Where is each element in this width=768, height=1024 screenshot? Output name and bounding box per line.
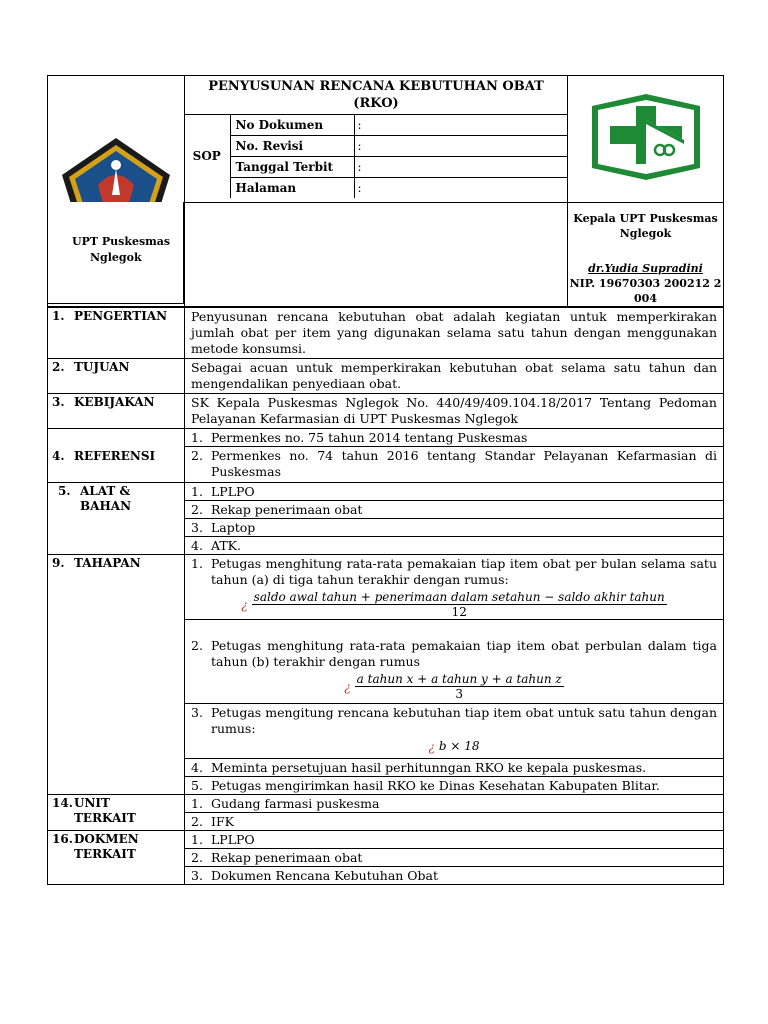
meta-label-tanggal-terbit: Tanggal Terbit: [230, 157, 354, 178]
row-dokumen-terkait: [48, 831, 724, 885]
signatory-name: dr.Yudia Supradini: [588, 262, 703, 275]
dokumen-item: 3. Dokumen Rencana Kebutuhan Obat: [191, 868, 439, 883]
content-table: [47, 307, 724, 885]
document-title: [185, 76, 567, 114]
meta-value-no-dokumen: :: [354, 115, 567, 136]
kepala-line-1: Kepala UPT Puskesmas: [573, 212, 718, 225]
signatory-nip: NIP. 19670303 200212 2 004: [569, 277, 722, 305]
row-referensi: [48, 429, 724, 483]
pengertian-label: PENGERTIAN: [74, 309, 168, 323]
dokumen-number: 16.: [52, 832, 73, 846]
tahapan-number: 9.: [52, 556, 65, 570]
meta-label-halaman: Halaman: [230, 178, 354, 199]
dokumen-item: 1. LPLPO: [185, 831, 723, 849]
row-alat-bahan: [48, 483, 724, 555]
row-tujuan: [48, 359, 724, 394]
tahapan-step-1: 1. Petugas menghitung rata-rata pemakaian tiap item obat per bulan selama satu tahun (a) di tiga tahun terakhir dengan rumus: ¿ saldo awal tahun + penerimaan dalam setahun − saldo akhir tahun 12: [185, 555, 723, 620]
meta-label-no-revisi: No. Revisi: [230, 136, 354, 157]
tahapan-step-3: 3. Petugas mengitung rencana kebutuhan tiap item obat untuk satu tahun dengan rumus: ¿ b × 18: [185, 704, 723, 759]
tahapan-step-2: 2. Petugas menghitung rata-rata pemakaian tiap item obat perbulan dalam tiga tahun (b) terakhir dengan rumus ¿ $\frac{\text{a tahun x + a tahun y + a tahun z}}{3}$: [185, 620, 723, 704]
unit-cell: [47, 202, 184, 304]
row-pengertian: [48, 308, 724, 359]
dokumen-item: 2. Rekap penerimaan obat: [185, 849, 723, 867]
referensi-item: 1. Permenkes no. 75 tahun 2014 tentang Puskesmas: [185, 429, 723, 447]
kebijakan-label: KEBIJAKAN: [74, 395, 155, 409]
referensi-item: 2. Permenkes no. 74 tahun 2016 tentang Standar Pelayanan Kefarmasian di Puskesmas: [191, 448, 717, 479]
sop-label: SOP: [184, 115, 230, 199]
tujuan-text: Sebagai acuan untuk memperkirakan kebutuhan obat selama satu tahun dan mengendalikan penyediaan obat.: [185, 359, 724, 394]
alat-item: 2. Rekap penerimaan obat: [185, 501, 723, 519]
unit-terkait-number: 14.: [52, 796, 73, 810]
blank-center: [185, 203, 568, 307]
logo-right-cell: [568, 76, 724, 203]
formula-2: ¿ $\frac{\text{a tahun x + a tahun y + a tahun z}}{3}$: [344, 672, 562, 701]
unit-line-2: Nglegok: [90, 251, 142, 264]
alat-number: 5.: [58, 484, 71, 498]
meta-value-tanggal-terbit: :: [354, 157, 567, 178]
row-unit-terkait: [48, 795, 724, 831]
meta-value-halaman: :: [354, 178, 567, 199]
alat-item: 3. Laptop: [185, 519, 723, 537]
pengertian-number: 1.: [52, 309, 65, 323]
row-tahapan: [48, 555, 724, 795]
pengertian-text: Penyusunan rencana kebutuhan obat adalah kegiatan untuk memperkirakan jumlah obat per item yang digunakan selama satu tahun dengan menggunakan metode konsumsi.: [185, 308, 724, 359]
unit-terkait-item: 2. IFK: [191, 814, 234, 829]
tujuan-number: 2.: [52, 360, 65, 374]
title-line-1: PENYUSUNAN RENCANA KEBUTUHAN OBAT: [208, 79, 544, 94]
tahapan-step-5: 5. Petugas mengirimkan hasil RKO ke Dinas Kesehatan Kabupaten Blitar.: [191, 778, 660, 793]
title-line-2: (RKO): [353, 96, 399, 111]
tujuan-label: TUJUAN: [74, 360, 130, 374]
tahapan-label: TAHAPAN: [74, 556, 141, 570]
formula-1: ¿ saldo awal tahun + penerimaan dalam setahun − saldo akhir tahun 12: [241, 590, 665, 619]
meta-table: [184, 114, 567, 198]
header-center: [185, 76, 568, 203]
alat-item: 1. LPLPO: [185, 483, 723, 501]
unit-terkait-item: 1. Gudang farmasi puskesma: [185, 795, 723, 813]
alat-label: ALAT & BAHAN: [80, 484, 132, 513]
kepala-block: [568, 203, 724, 307]
unit-terkait-label: UNIT TERKAIT: [74, 796, 136, 825]
referensi-label: REFERENSI: [74, 448, 156, 463]
kepala-line-2: Nglegok: [619, 227, 672, 240]
formula-3: ¿ b × 18: [428, 739, 480, 754]
kebijakan-number: 3.: [52, 395, 65, 409]
meta-label-no-dokumen: No Dokumen: [230, 115, 354, 136]
sop-document: [47, 75, 723, 885]
puskesmas-logo: [580, 90, 712, 184]
unit-line-1: UPT Puskesmas: [72, 235, 171, 248]
kebijakan-text: SK Kepala Puskesmas Nglegok No. 440/49/409.104.18/2017 Tentang Pedoman Pelayanan Kefarmasian di UPT Puskesmas Nglegok: [185, 394, 724, 429]
alat-item: 4. ATK.: [191, 538, 241, 553]
row-kebijakan: [48, 394, 724, 429]
tahapan-step-4: 4. Meminta persetujuan hasil perhitunngan RKO ke kepala puskesmas.: [185, 759, 723, 777]
meta-value-no-revisi: :: [354, 136, 567, 157]
dokumen-label: DOKMEN TERKAIT: [74, 832, 139, 861]
referensi-number: 4.: [52, 448, 65, 463]
